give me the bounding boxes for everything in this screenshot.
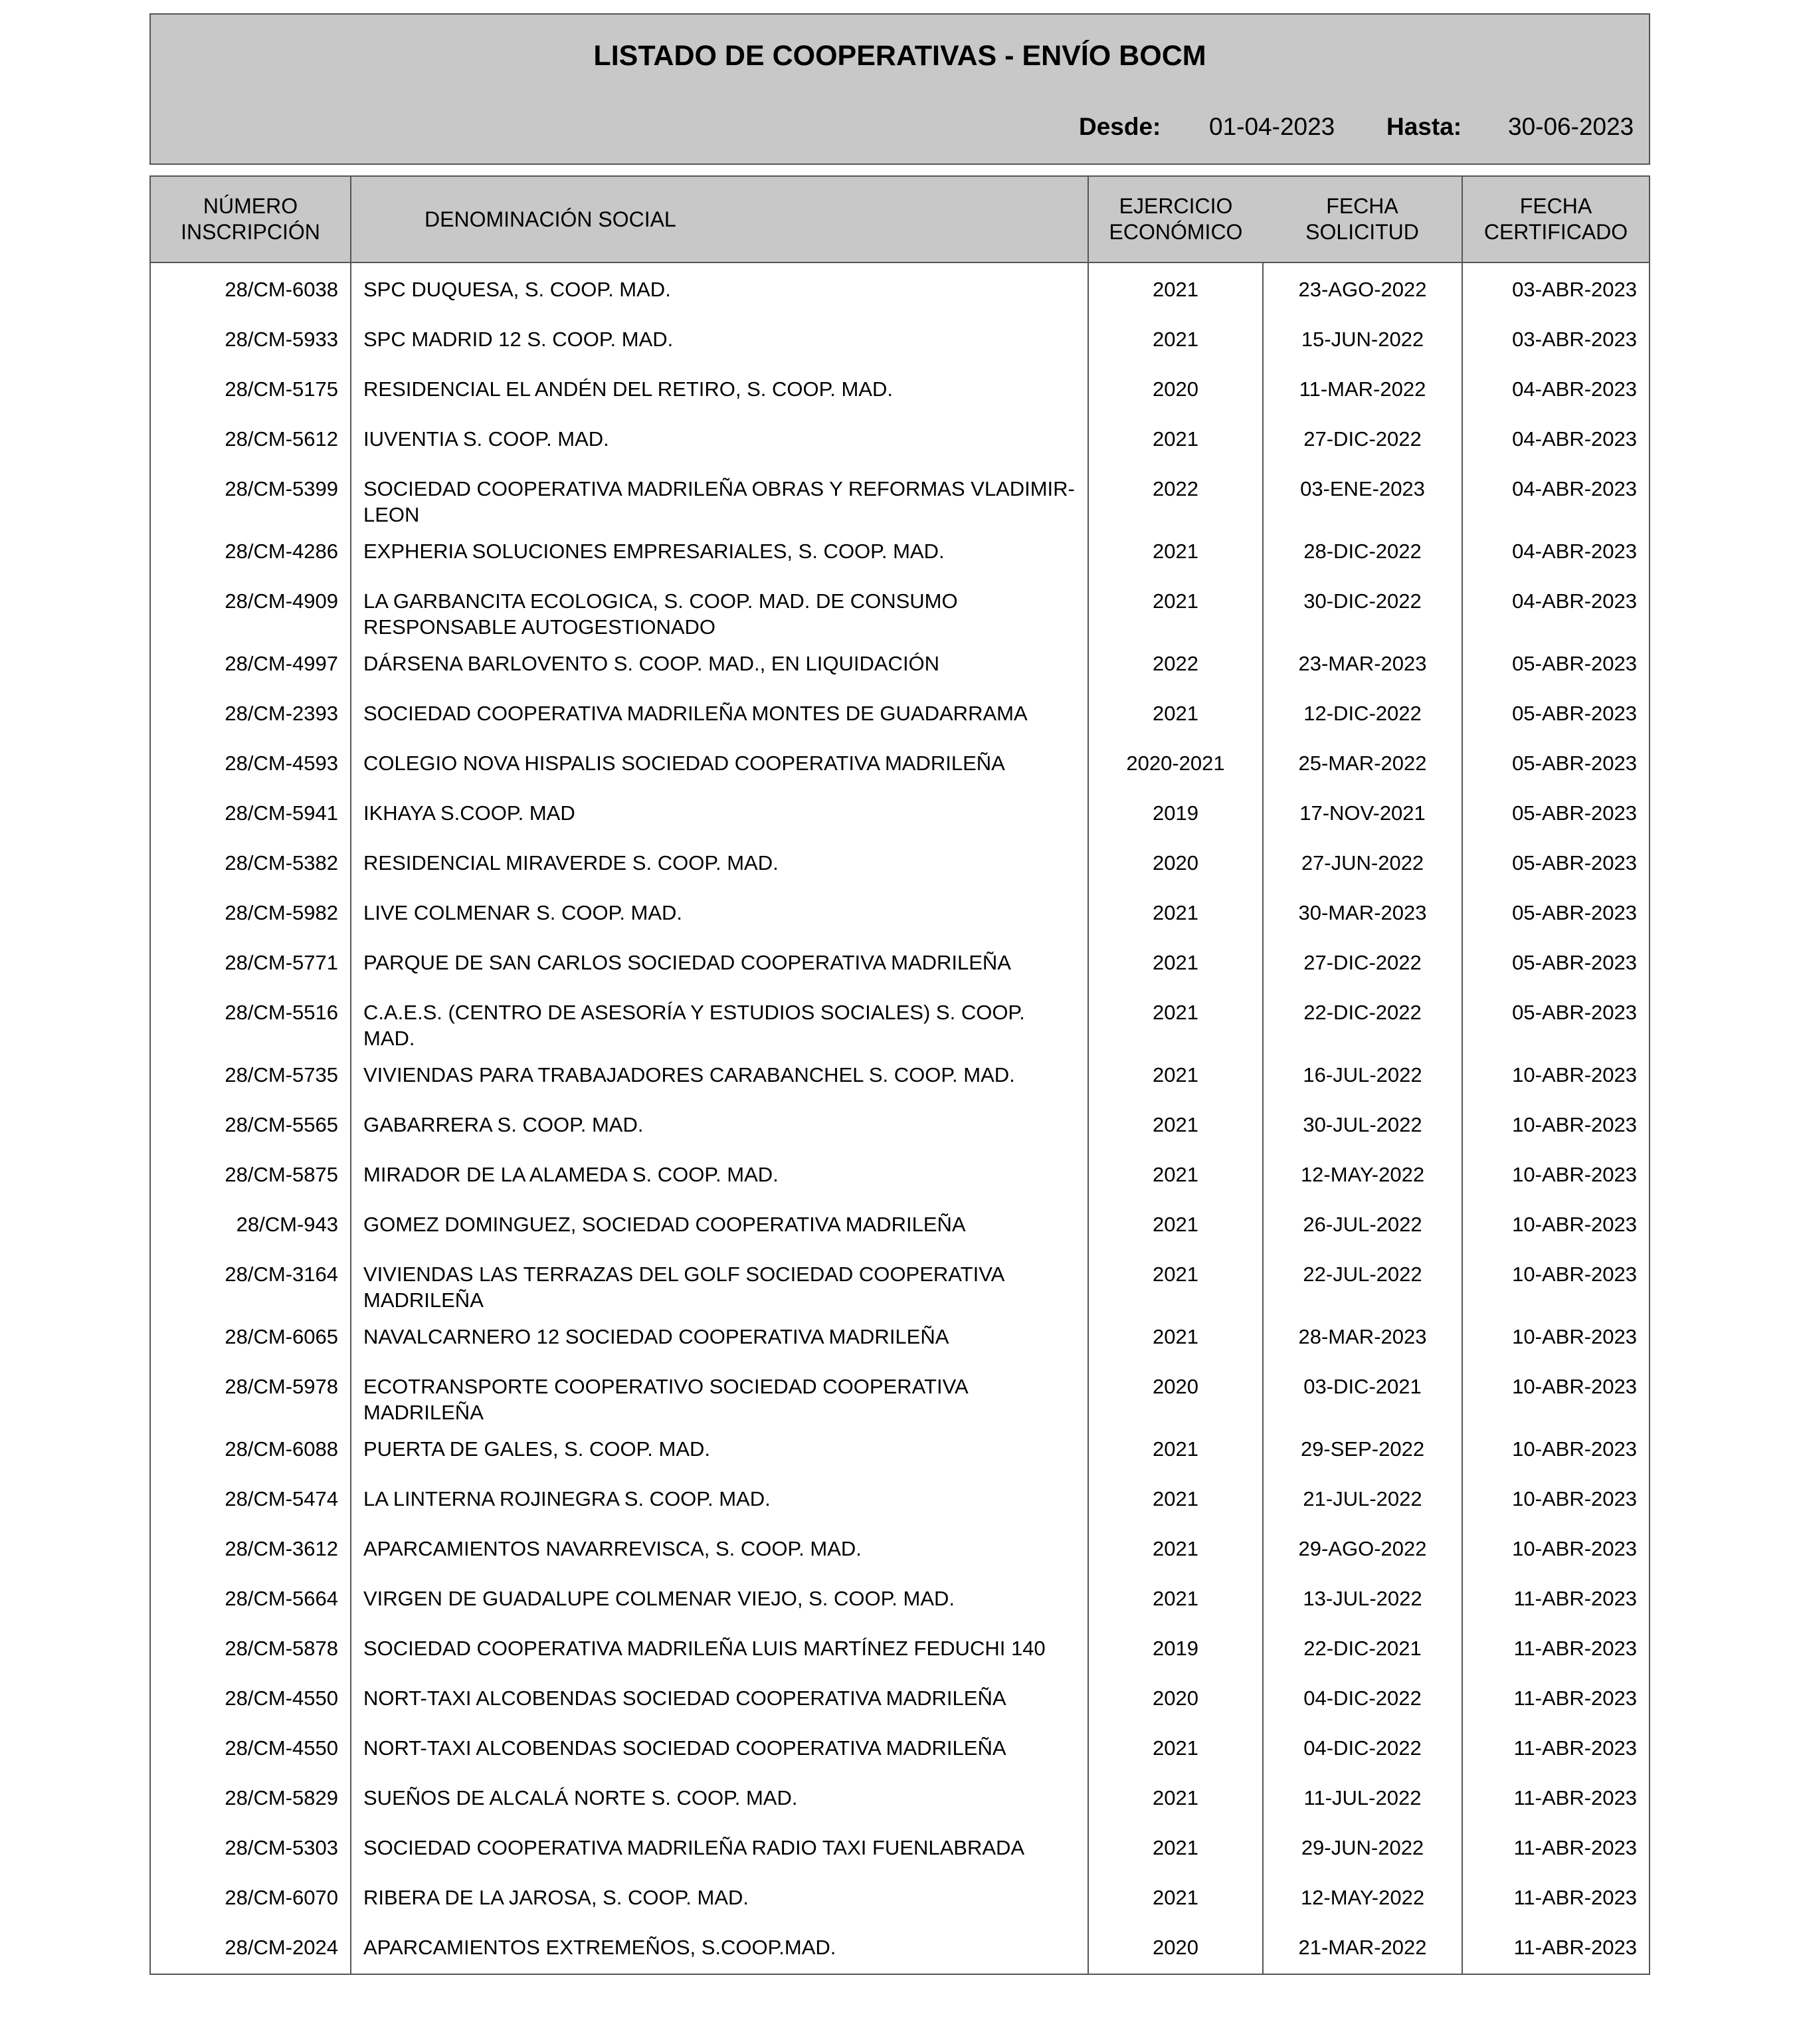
cell-fecha-certificado: 10-ABR-2023 [1512,1263,1637,1286]
cell-denominacion-social: LIVE COLMENAR S. COOP. MAD. [351,889,1088,939]
cell-numero-inscripcion: 28/CM-5382 [150,839,351,889]
cell-numero-inscripcion: 28/CM-5829 [150,1774,351,1824]
cell-numero-inscripcion: 28/CM-6070 [150,1874,351,1924]
cell-numero-inscripcion: 28/CM-5399 [150,465,351,528]
report-title: LISTADO DE COOPERATIVAS - ENVÍO BOCM [593,40,1206,72]
table-row [150,939,1650,989]
cell-fecha-certificado: 03-ABR-2023 [1512,278,1637,301]
cell-numero-inscripcion: 28/CM-5735 [150,1051,351,1101]
cell-ejercicio-economico: 2022 [1088,640,1263,690]
cell-denominacion-social: NAVALCARNERO 12 SOCIEDAD COOPERATIVA MADRILEÑA [351,1313,1088,1363]
cell-ejercicio-economico: 2020 [1088,839,1263,889]
cell-fecha-solicitud: 27-JUN-2022 [1263,839,1462,889]
cell-fecha-certificado: 04-ABR-2023 [1512,540,1637,563]
table-row [150,1425,1650,1475]
cell-denominacion-social: VIRGEN DE GUADALUPE COLMENAR VIEJO, S. COOP. MAD. [351,1575,1088,1625]
cooperatives-table [149,175,1650,1975]
cell-denominacion-social: SPC MADRID 12 S. COOP. MAD. [351,316,1088,365]
cell-fecha-certificado: 11-ABR-2023 [1513,1686,1637,1710]
cell-numero-inscripcion: 28/CM-5516 [150,989,351,1051]
table-row [150,1625,1650,1675]
cell-numero-inscripcion: 28/CM-5175 [150,365,351,415]
table-row [150,577,1650,640]
cell-numero-inscripcion: 28/CM-6038 [150,262,351,316]
cell-fecha-certificado: 05-ABR-2023 [1512,752,1637,775]
cell-fecha-certificado: 10-ABR-2023 [1512,1325,1637,1348]
cell-denominacion-social: APARCAMIENTOS NAVARREVISCA, S. COOP. MAD. [351,1525,1088,1575]
table-row [150,1251,1650,1313]
cell-denominacion-social: VIVIENDAS LAS TERRAZAS DEL GOLF SOCIEDAD COOPERATIVA MADRILEÑA [351,1251,1088,1313]
cell-fecha-certificado: 04-ABR-2023 [1512,427,1637,451]
cell-numero-inscripcion: 28/CM-5978 [150,1363,351,1425]
cell-ejercicio-economico: 2021 [1088,690,1263,740]
cell-denominacion-social: DÁRSENA BARLOVENTO S. COOP. MAD., EN LIQUIDACIÓN [351,640,1088,690]
cell-numero-inscripcion: 28/CM-2024 [150,1924,351,1974]
cell-ejercicio-economico: 2022 [1088,465,1263,528]
cell-ejercicio-economico: 2020 [1088,365,1263,415]
cell-fecha-certificado: 04-ABR-2023 [1512,477,1637,500]
cell-denominacion-social: SOCIEDAD COOPERATIVA MADRILEÑA MONTES DE GUADARRAMA [351,690,1088,740]
cell-ejercicio-economico: 2020 [1088,1924,1263,1974]
cell-fecha-certificado: 05-ABR-2023 [1512,951,1637,974]
cell-ejercicio-economico: 2021 [1088,415,1263,465]
cell-fecha-solicitud: 12-DIC-2022 [1263,690,1462,740]
cell-numero-inscripcion: 28/CM-943 [150,1201,351,1251]
cell-fecha-solicitud: 23-AGO-2022 [1263,262,1462,316]
cell-denominacion-social: APARCAMIENTOS EXTREMEÑOS, S.COOP.MAD. [351,1924,1088,1974]
cell-fecha-certificado: 05-ABR-2023 [1512,652,1637,675]
cell-denominacion-social: IUVENTIA S. COOP. MAD. [351,415,1088,465]
cell-denominacion-social: RESIDENCIAL MIRAVERDE S. COOP. MAD. [351,839,1088,889]
cell-denominacion-social: SOCIEDAD COOPERATIVA MADRILEÑA LUIS MARTÍNEZ FEDUCHI 140 [351,1625,1088,1675]
cell-numero-inscripcion: 28/CM-5933 [150,316,351,365]
cell-fecha-certificado: 05-ABR-2023 [1512,801,1637,825]
table-row [150,1051,1650,1101]
cell-ejercicio-economico: 2021 [1088,1425,1263,1475]
cell-fecha-certificado: 10-ABR-2023 [1512,1213,1637,1236]
from-label: Desde: [1079,113,1161,140]
cell-ejercicio-economico: 2021 [1088,1575,1263,1625]
cell-fecha-solicitud: 11-JUL-2022 [1263,1774,1462,1824]
table-row [150,1363,1650,1425]
col-numero-inscripcion: NÚMERO INSCRIPCIÓN [150,176,351,262]
from-date: 01-04-2023 [1209,113,1335,140]
cell-fecha-certificado: 10-ABR-2023 [1512,1063,1637,1086]
cell-ejercicio-economico: 2020 [1088,1675,1263,1724]
cell-numero-inscripcion: 28/CM-4593 [150,740,351,789]
cell-fecha-certificado: 10-ABR-2023 [1512,1163,1637,1186]
to-label: Hasta: [1386,113,1462,140]
cell-fecha-solicitud: 28-DIC-2022 [1263,528,1462,577]
cell-fecha-solicitud: 04-DIC-2022 [1263,1675,1462,1724]
cell-denominacion-social: NORT-TAXI ALCOBENDAS SOCIEDAD COOPERATIVA MADRILEÑA [351,1675,1088,1724]
cell-numero-inscripcion: 28/CM-5941 [150,789,351,839]
cell-fecha-solicitud: 27-DIC-2022 [1263,939,1462,989]
table-row [150,316,1650,365]
col-fecha-solicitud: FECHA SOLICITUD [1263,176,1462,262]
cell-fecha-solicitud: 28-MAR-2023 [1263,1313,1462,1363]
cell-fecha-solicitud: 25-MAR-2022 [1263,740,1462,789]
cell-numero-inscripcion: 28/CM-5875 [150,1151,351,1201]
cell-ejercicio-economico: 2020-2021 [1088,740,1263,789]
table-row [150,262,1650,316]
table-row [150,740,1650,789]
table-row [150,1774,1650,1824]
cell-fecha-solicitud: 29-AGO-2022 [1263,1525,1462,1575]
cell-fecha-solicitud: 22-DIC-2022 [1263,989,1462,1051]
cell-denominacion-social: COLEGIO NOVA HISPALIS SOCIEDAD COOPERATIVA MADRILEÑA [351,740,1088,789]
cell-fecha-solicitud: 16-JUL-2022 [1263,1051,1462,1101]
cell-fecha-certificado: 04-ABR-2023 [1512,589,1637,613]
table-row [150,789,1650,839]
table-row [150,1201,1650,1251]
cell-fecha-solicitud: 29-JUN-2022 [1263,1824,1462,1874]
table-row [150,1724,1650,1774]
table-row [150,365,1650,415]
cell-denominacion-social: PARQUE DE SAN CARLOS SOCIEDAD COOPERATIVA MADRILEÑA [351,939,1088,989]
cell-denominacion-social: SPC DUQUESA, S. COOP. MAD. [351,262,1088,316]
cell-denominacion-social: ECOTRANSPORTE COOPERATIVO SOCIEDAD COOPERATIVA MADRILEÑA [351,1363,1088,1425]
cell-numero-inscripcion: 28/CM-5878 [150,1625,351,1675]
cell-fecha-certificado: 10-ABR-2023 [1512,1375,1637,1398]
cell-denominacion-social: LA LINTERNA ROJINEGRA S. COOP. MAD. [351,1475,1088,1525]
cell-numero-inscripcion: 28/CM-4286 [150,528,351,577]
table-row [150,839,1650,889]
cell-ejercicio-economico: 2021 [1088,316,1263,365]
cell-fecha-solicitud: 12-MAY-2022 [1263,1874,1462,1924]
cell-ejercicio-economico: 2021 [1088,1101,1263,1151]
table-row [150,1475,1650,1525]
col-ejercicio-economico: EJERCICIO ECONÓMICO [1088,176,1263,262]
cell-fecha-certificado: 03-ABR-2023 [1512,328,1637,351]
cell-fecha-certificado: 10-ABR-2023 [1512,1437,1637,1461]
cell-fecha-certificado: 11-ABR-2023 [1513,1936,1637,1959]
table-row [150,528,1650,577]
cell-fecha-solicitud: 21-JUL-2022 [1263,1475,1462,1525]
cell-ejercicio-economico: 2019 [1088,789,1263,839]
cell-numero-inscripcion: 28/CM-6065 [150,1313,351,1363]
cell-fecha-solicitud: 27-DIC-2022 [1263,415,1462,465]
table-row [150,1824,1650,1874]
cell-numero-inscripcion: 28/CM-5474 [150,1475,351,1525]
cell-numero-inscripcion: 28/CM-5303 [150,1824,351,1874]
col-fecha-certificado: FECHA CERTIFICADO [1462,176,1650,262]
cell-fecha-solicitud: 13-JUL-2022 [1263,1575,1462,1625]
cell-fecha-certificado: 11-ABR-2023 [1513,1786,1637,1809]
table-row [150,1874,1650,1924]
table-row [150,1151,1650,1201]
cell-ejercicio-economico: 2021 [1088,1201,1263,1251]
cell-fecha-certificado: 05-ABR-2023 [1512,1001,1637,1024]
cell-denominacion-social: EXPHERIA SOLUCIONES EMPRESARIALES, S. COOP. MAD. [351,528,1088,577]
cell-fecha-certificado: 10-ABR-2023 [1512,1113,1637,1136]
cell-fecha-certificado: 05-ABR-2023 [1512,901,1637,924]
cell-numero-inscripcion: 28/CM-4550 [150,1724,351,1774]
cell-fecha-solicitud: 30-MAR-2023 [1263,889,1462,939]
cell-fecha-solicitud: 30-JUL-2022 [1263,1101,1462,1151]
cell-fecha-solicitud: 30-DIC-2022 [1263,577,1462,640]
table-row [150,1525,1650,1575]
cell-denominacion-social: GOMEZ DOMINGUEZ, SOCIEDAD COOPERATIVA MADRILEÑA [351,1201,1088,1251]
cell-fecha-solicitud: 03-DIC-2021 [1263,1363,1462,1425]
cell-ejercicio-economico: 2021 [1088,1051,1263,1101]
cell-numero-inscripcion: 28/CM-2393 [150,690,351,740]
cell-ejercicio-economico: 2021 [1088,939,1263,989]
cell-fecha-solicitud: 23-MAR-2023 [1263,640,1462,690]
table-row [150,640,1650,690]
cell-fecha-certificado: 05-ABR-2023 [1512,702,1637,725]
table-row [150,989,1650,1051]
cell-fecha-solicitud: 11-MAR-2022 [1263,365,1462,415]
cell-fecha-solicitud: 17-NOV-2021 [1263,789,1462,839]
cell-denominacion-social: LA GARBANCITA ECOLOGICA, S. COOP. MAD. DE CONSUMO RESPONSABLE AUTOGESTIONADO [351,577,1088,640]
cell-fecha-certificado: 10-ABR-2023 [1512,1537,1637,1560]
cell-numero-inscripcion: 28/CM-5664 [150,1575,351,1625]
table-row [150,1924,1650,1974]
cell-denominacion-social: RESIDENCIAL EL ANDÉN DEL RETIRO, S. COOP. MAD. [351,365,1088,415]
cell-fecha-solicitud: 29-SEP-2022 [1263,1425,1462,1475]
cell-fecha-certificado: 11-ABR-2023 [1513,1587,1637,1610]
cell-fecha-solicitud: 04-DIC-2022 [1263,1724,1462,1774]
table-row [150,1575,1650,1625]
cell-ejercicio-economico: 2021 [1088,1824,1263,1874]
cell-ejercicio-economico: 2021 [1088,528,1263,577]
cell-fecha-solicitud: 22-JUL-2022 [1263,1251,1462,1313]
cell-ejercicio-economico: 2021 [1088,889,1263,939]
cell-fecha-solicitud: 15-JUN-2022 [1263,316,1462,365]
cell-denominacion-social: PUERTA DE GALES, S. COOP. MAD. [351,1425,1088,1475]
cell-ejercicio-economico: 2021 [1088,1313,1263,1363]
table-row [150,1101,1650,1151]
cell-numero-inscripcion: 28/CM-4909 [150,577,351,640]
cell-fecha-solicitud: 12-MAY-2022 [1263,1151,1462,1201]
cell-denominacion-social: SOCIEDAD COOPERATIVA MADRILEÑA RADIO TAXI FUENLABRADA [351,1824,1088,1874]
cell-denominacion-social: C.A.E.S. (CENTRO DE ASESORÍA Y ESTUDIOS SOCIALES) S. COOP. MAD. [351,989,1088,1051]
table-row [150,1313,1650,1363]
cell-numero-inscripcion: 28/CM-5771 [150,939,351,989]
cell-ejercicio-economico: 2021 [1088,1475,1263,1525]
table-row [150,465,1650,528]
table-row [150,889,1650,939]
cell-ejercicio-economico: 2021 [1088,1151,1263,1201]
cell-ejercicio-economico: 2021 [1088,1251,1263,1313]
cell-numero-inscripcion: 28/CM-6088 [150,1425,351,1475]
cell-ejercicio-economico: 2021 [1088,262,1263,316]
cell-denominacion-social: GABARRERA S. COOP. MAD. [351,1101,1088,1151]
cell-ejercicio-economico: 2021 [1088,989,1263,1051]
cell-denominacion-social: SOCIEDAD COOPERATIVA MADRILEÑA OBRAS Y REFORMAS VLADIMIR-LEON [351,465,1088,528]
cell-ejercicio-economico: 2021 [1088,1874,1263,1924]
cell-ejercicio-economico: 2019 [1088,1625,1263,1675]
cell-fecha-certificado: 10-ABR-2023 [1512,1487,1637,1510]
cell-ejercicio-economico: 2021 [1088,1525,1263,1575]
cell-ejercicio-economico: 2020 [1088,1363,1263,1425]
table-row [150,1675,1650,1724]
cell-denominacion-social: MIRADOR DE LA ALAMEDA S. COOP. MAD. [351,1151,1088,1201]
col-denominacion-social: DENOMINACIÓN SOCIAL [351,176,1088,262]
cell-numero-inscripcion: 28/CM-4550 [150,1675,351,1724]
table-row [150,415,1650,465]
cell-fecha-solicitud: 26-JUL-2022 [1263,1201,1462,1251]
cell-ejercicio-economico: 2021 [1088,1774,1263,1824]
cell-fecha-certificado: 11-ABR-2023 [1513,1886,1637,1909]
cell-fecha-certificado: 04-ABR-2023 [1512,377,1637,401]
cell-fecha-certificado: 11-ABR-2023 [1513,1836,1637,1859]
cell-denominacion-social: VIVIENDAS PARA TRABAJADORES CARABANCHEL S. COOP. MAD. [351,1051,1088,1101]
cell-ejercicio-economico: 2021 [1088,577,1263,640]
cell-numero-inscripcion: 28/CM-5565 [150,1101,351,1151]
cell-ejercicio-economico: 2021 [1088,1724,1263,1774]
cell-numero-inscripcion: 28/CM-5612 [150,415,351,465]
cell-fecha-solicitud: 21-MAR-2022 [1263,1924,1462,1974]
table-row [150,690,1650,740]
cell-denominacion-social: NORT-TAXI ALCOBENDAS SOCIEDAD COOPERATIVA MADRILEÑA [351,1724,1088,1774]
cell-denominacion-social: IKHAYA S.COOP. MAD [351,789,1088,839]
cell-numero-inscripcion: 28/CM-5982 [150,889,351,939]
cell-fecha-certificado: 11-ABR-2023 [1513,1736,1637,1760]
to-date: 30-06-2023 [1508,113,1634,140]
cell-numero-inscripcion: 28/CM-4997 [150,640,351,690]
cell-fecha-certificado: 05-ABR-2023 [1512,851,1637,874]
cell-fecha-solicitud: 03-ENE-2023 [1263,465,1462,528]
cell-numero-inscripcion: 28/CM-3164 [150,1251,351,1313]
cell-fecha-certificado: 11-ABR-2023 [1513,1637,1637,1660]
report-header [149,13,1650,165]
cell-denominacion-social: SUEÑOS DE ALCALÁ NORTE S. COOP. MAD. [351,1774,1088,1824]
cell-fecha-solicitud: 22-DIC-2021 [1263,1625,1462,1675]
table-header-row [150,176,1650,262]
cell-numero-inscripcion: 28/CM-3612 [150,1525,351,1575]
cell-denominacion-social: RIBERA DE LA JAROSA, S. COOP. MAD. [351,1874,1088,1924]
